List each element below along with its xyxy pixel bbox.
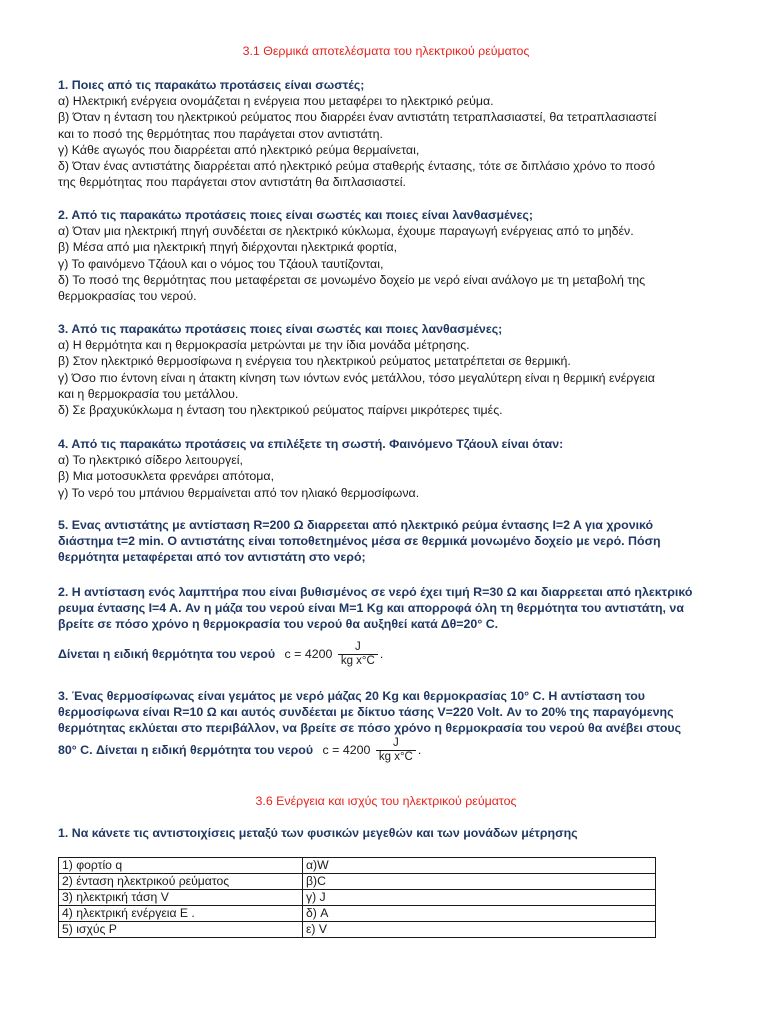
- table-cell-quantity: 5) ισχύς P: [59, 922, 303, 938]
- problem-3-line3: θερμότητας εκλύεται στο περιβάλλον, να βρείτε σε πόσο χρόνο η θερμοκρασία του νερού θα ανέβει στους: [58, 721, 682, 736]
- table-cell-unit: α)W: [303, 858, 656, 874]
- table-row: [59, 906, 656, 922]
- table-cell-quantity: 2) ένταση ηλεκτρικού ρεύματος: [59, 874, 303, 890]
- formula-fraction: [338, 641, 378, 668]
- q1-option-d-line2: της θερμότητας που παράγεται στον αντιστάτη θα διπλασιαστεί.: [58, 175, 406, 190]
- formula-numerator: J: [392, 736, 399, 749]
- formula-numerator: J: [354, 640, 361, 653]
- table-cell-quantity: 1) φορτίο q: [59, 858, 303, 874]
- formula-denominator: kg x°C: [376, 750, 416, 764]
- q1-option-b-line2: και το ποσό της θερμότητας που παράγεται στον αντιστάτη.: [58, 126, 383, 141]
- problem-5-line2: διάστημα t=2 min. Ο αντιστάτης είναι τοποθετημένος μέσα σε θερμικά μονωμένο δοχείο με νερό. Πόση: [58, 534, 661, 549]
- q4-option-a: α) Το ηλεκτρικό σίδερο λειτουργεί,: [58, 453, 243, 468]
- matching-question-title: 1. Να κάνετε τις αντιστοιχίσεις μεταξύ των φυσικών μεγεθών και των μονάδων μέτρησης: [58, 826, 578, 840]
- section-title-3-6: 3.6 Ενέργεια και ισχύς του ηλεκτρικού ρεύματος: [255, 794, 517, 808]
- formula-period: .: [417, 742, 422, 757]
- q1-option-a: α) Ηλεκτρική ενέργεια ονομάζεται η ενέργεια που μεταφέρει το ηλεκτρικό ρεύμα.: [58, 94, 494, 109]
- q3-option-d: δ) Σε βραχυκύκλωμα η ένταση του ηλεκτρικού ρεύματος παίρνει μικρότερες τιμές.: [58, 403, 503, 418]
- question-3-title: 3. Από τις παρακάτω προτάσεις ποιες είναι σωστές και ποιες λανθασμένες;: [58, 322, 503, 336]
- formula-fraction: [376, 737, 416, 764]
- formula-period: .: [379, 646, 384, 661]
- problem-5-line3: θερμότητα μεταφέρεται από τον αντιστάτη στο νερό;: [58, 550, 366, 565]
- formula-denominator: kg x°C: [338, 654, 378, 668]
- problem-3-line2: θερμοσίφωνα είναι R=10 Ω και αυτός συνδέεται με δίκτυο τάσης V=220 Volt. Αν το 20% της παραγόμενης: [58, 705, 674, 720]
- q4-option-c: γ) Το νερό του μπάνιου θερμαίνεται από τον ηλιακό θερμοσίφωνα.: [58, 485, 420, 500]
- problem-5: [58, 517, 661, 566]
- table-row: [59, 858, 656, 874]
- question-1-title: 1. Ποιες από τις παρακάτω προτάσεις είναι σωστές;: [58, 78, 365, 92]
- problem-3-line1: 3. Ένας θερμοσίφωνας είναι γεμάτος με νερό μάζας 20 Kg και θερμοκρασίας 10° C. Η αντίσταση του: [58, 689, 645, 703]
- q3-option-c-line1: γ) Όσο πιο έντονη είναι η άτακτη κίνηση των ιόντων ενός μετάλλου, τόσο μεγαλύτερη είναι η θερμική ενέργεια: [58, 370, 655, 385]
- specific-heat-formula: [322, 736, 422, 763]
- problem-3: [58, 688, 681, 765]
- q2-option-d-line2: θερμοκρασίας του νερού.: [58, 289, 197, 304]
- section-title-3-1: 3.1 Θερμικά αποτελέσματα του ηλεκτρικού ρεύματος: [242, 44, 530, 58]
- problem-2-line1: 2. Η αντίσταση ενός λαμπτήρα που είναι βυθισμένος σε νερό έχει τιμή R=30 Ω και διαρρεεται από ηλεκτρικό: [58, 585, 693, 599]
- q2-option-b: β) Μέσα από μια ηλεκτρική πηγή διέρχονται ηλεκτρικά φορτία,: [58, 240, 398, 255]
- matching-table: [58, 857, 656, 938]
- table-cell-unit: β)C: [303, 874, 656, 890]
- problem-5-line1: 5. Ενας αντιστάτης με αντίσταση R=200 Ω διαρρεεται από ηλεκτρικό ρεύμα έντασης I=2 A για χρονικό: [58, 518, 654, 532]
- formula-lhs: c = 4200: [284, 646, 333, 661]
- question-3: [58, 321, 655, 418]
- table-row: [59, 874, 656, 890]
- table-cell-unit: δ) A: [303, 906, 656, 922]
- table-cell-quantity: 3) ηλεκτρική τάση V: [59, 890, 303, 906]
- q2-option-d-line1: δ) Το ποσό της θερμότητας που μεταφέρεται σε μονωμένο δοχείο με νερό είναι ανάλογο με τη μεταβολή της: [58, 272, 646, 287]
- q3-option-a: α) Η θερμότητα και η θερμοκρασία μετρώνται με την ίδια μονάδα μέτρησης.: [58, 338, 470, 353]
- q4-option-b: β) Μια μοτοσυκλετα φρενάρει απότομα,: [58, 469, 275, 484]
- table-row: [59, 890, 656, 906]
- specific-heat-formula: [284, 640, 384, 667]
- problem-3-given: 80° C. Δίνεται η ειδική θερμότητα του νερού: [58, 742, 314, 757]
- problem-2-line3: βρείτε σε πόσο χρόνο η θερμοκρασία του νερού θα αυξηθεί κατά Δθ=20° C.: [58, 617, 499, 632]
- q2-option-c: γ) Το φαινόμενο Τζάουλ και ο νόμος του Τζάουλ ταυτίζονται,: [58, 256, 384, 271]
- question-2-title: 2. Από τις παρακάτω προτάσεις ποιες είναι σωστές και ποιες είναι λανθασμένες;: [58, 208, 533, 222]
- q3-option-c-line2: και η θερμοκρασία του μετάλλου.: [58, 386, 239, 401]
- table-row: [59, 922, 656, 938]
- question-4-title: 4. Από τις παρακάτω προτάσεις να επιλέξετε τη σωστή. Φαινόμενο Τζάουλ είναι όταν:: [58, 437, 564, 451]
- q1-option-c: γ) Κάθε αγωγός που διαρρέεται από ηλεκτρικό ρεύμα θερμαίνεται,: [58, 142, 420, 157]
- question-4: [58, 436, 563, 501]
- formula-lhs: c = 4200: [322, 742, 371, 757]
- problem-2: [58, 584, 692, 669]
- q1-option-b-line1: β) Όταν η ένταση του ηλεκτρικού ρεύματος που διαρρέει έναν αντιστάτη τετραπλασιαστεί, θα τετραπλασιαστεί: [58, 110, 657, 125]
- q3-option-b: β) Στον ηλεκτρικό θερμοσίφωνα η ενέργεια του ηλεκτρικού ρεύματος μετατρέπεται σε θερμική.: [58, 354, 571, 369]
- problem-2-given: Δίνεται η ειδική θερμότητα του νερού: [58, 646, 276, 661]
- problem-2-line2: ρευμα έντασης I=4 A. Αν η μάζα του νερού είναι M=1 Kg και απορροφά όλη τη θερμότητα του αντιστάτη, να: [58, 601, 684, 616]
- table-cell-unit: ε) V: [303, 922, 656, 938]
- question-2: [58, 207, 645, 304]
- q1-option-d-line1: δ) Όταν ένας αντιστάτης διαρρέεται από ηλεκτρικό ρεύμα σταθερής έντασης, τότε σε διπλάσιο χρόνο το ποσό: [58, 159, 655, 174]
- problem-2-line4: [58, 639, 692, 669]
- q2-option-a: α) Όταν μια ηλεκτρική πηγή συνδέεται σε ηλεκτρικό κύκλωμα, έχουμε παραγωγή ενέργειας από το μηδέν.: [58, 224, 634, 239]
- problem-3-line4: [58, 735, 681, 765]
- table-cell-quantity: 4) ηλεκτρική ενέργεια E .: [59, 906, 303, 922]
- question-1: [58, 77, 656, 190]
- table-cell-unit: γ) J: [303, 890, 656, 906]
